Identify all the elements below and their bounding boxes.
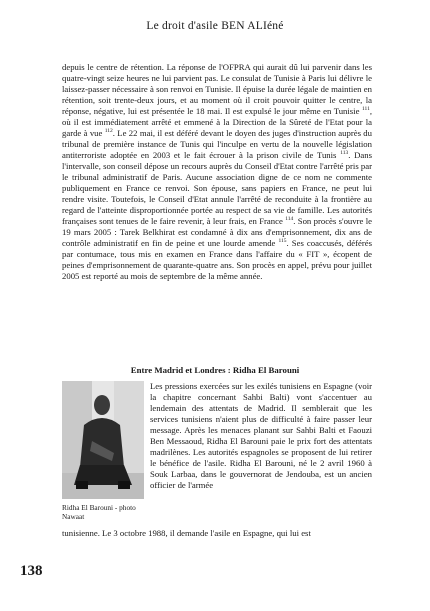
page-number: 138 <box>20 563 43 579</box>
paragraph-text: . Son procès s'ouvre le 19 mars 2005 : Tarek Belkhirat est condamné à dix ans d'emprisonnement, dix ans de contrôle administratif en fin de peine et une lourde amende <box>62 216 372 248</box>
footnote-ref: 111 <box>361 106 370 113</box>
figure <box>62 381 144 521</box>
footnote-ref: 112 <box>104 128 113 135</box>
footnote-ref: 113 <box>340 150 349 157</box>
wrapped-paragraph: Les pressions exercées sur les exilés tunisiens en Espagne (voir la chapitre concernant Sahbi Balti) vont s'accentuer au lendemain des attentats de Madrid. Il semblerait que les services tunisiens n'aient plus de difficulté à faire passer leur message. Après les menaces planant sur Sahbi Balti et Faouzi Ben Messaoud, Ridha El Barouni paie le prix fort des attentats madrilènes. Les autorités espagnoles se proposent de lui retirer le bénéfice de l'asile. Ridha El Barouni, né le 2 avril 1960 à Souk Larbaa, dans le gouvernorat de Jendouba, est un ancien officier de l'armée <box>150 381 372 490</box>
paragraph-text: , où il est immédiatement arrêté et emmené à la Direction de la Sûreté de l'Etat pour la garde à vue <box>62 106 372 138</box>
portrait-photo <box>62 381 144 499</box>
running-header: Le droit d'asile BEN ALIéné <box>146 20 284 32</box>
paragraph-text: depuis le centre de rétention. La réponse de l'OFPRA qui aurait dû lui parvenir dans les quatre-vingt seize heures ne lui parvient pas. Le consulat de Tunisie à Paris lui délivre le laissez-passer nécessaire à son renvoi en Tunisie. Il épuise la durée légale de maintien en rétention, soit trente-deux jours, et au moment où il croit pouvoir quitter le centre, la réponse, négative, lui est présentée le 18 mai. Il est expulsé le jour même en Tunisie <box>62 62 372 116</box>
paragraph-continuation: tunisienne. Le 3 octobre 1988, il demande l'asile en Espagne, qui lui est <box>62 528 311 538</box>
paragraph-text: . Ses coaccusés, déférés par contumace, tous mis en examen en France dans l'affaire du « FIT », écopent de peines d'emprisonnement de quarante-quatre ans. Son procès en appel, prévu pour juillet 2005 est reporté au mois de septembre de la même année. <box>62 238 372 281</box>
figure-caption: Ridha El Barouni - photo Nawaat <box>62 503 136 521</box>
section-title: Entre Madrid et Londres : Ridha El Barouni <box>130 365 300 375</box>
main-paragraph <box>62 62 372 282</box>
paragraph-text: . Le 22 mai, il est déféré devant le doyen des juges d'instruction auprès du tribunal de première instance de Tunis qui l'inculpe en vertu de la nouvelle législation antiterroriste adoptée en 2003 et le fait écrouer à la prison civile de Tunis <box>62 128 372 160</box>
footnote-ref: 115 <box>278 238 287 245</box>
footnote-ref: 114 <box>285 216 294 223</box>
paragraph-text: . Dans l'intervalle, son conseil dépose un recours auprès du Conseil d'Etat contre l'arrêté pris par le tribunal administratif de Paris. Aucune association digne de ce nom ne commente publiquement en France ce renvoi. Son épouse, sans papiers en France, ne peut lui rendre visite. Toutefois, le Conseil d'Etat annule l'arrêté de reconduite à la frontière au regard de l'atteinte disproportionnée portée au respect de sa vie de famille. Les autorités françaises sont tenues de le faire revenir, à leur frais, en France <box>62 150 373 226</box>
